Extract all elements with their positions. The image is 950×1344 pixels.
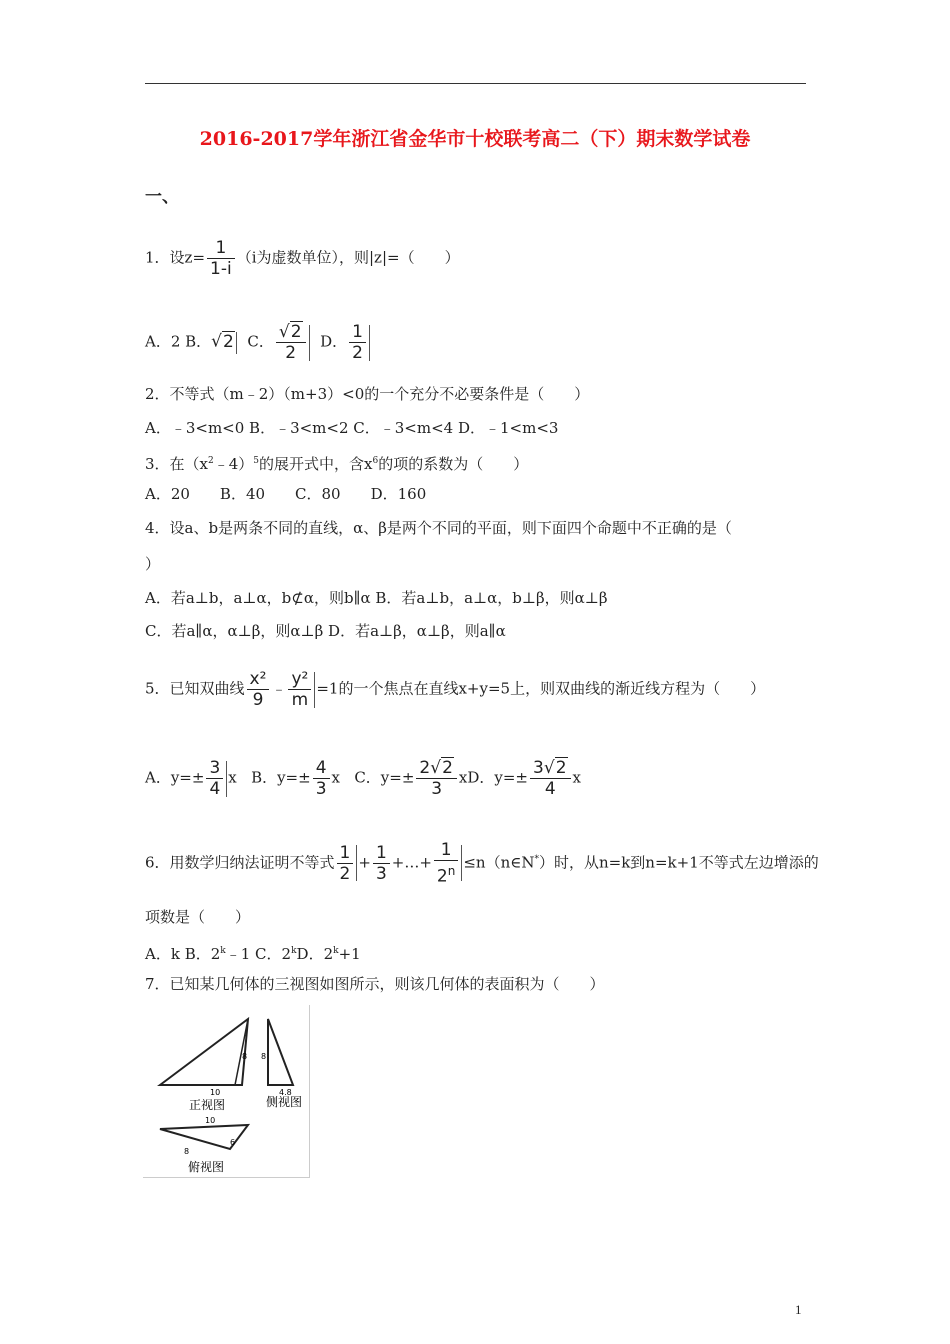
top-c-label: 6 bbox=[230, 1138, 236, 1147]
side-height-label: 8 bbox=[261, 1052, 267, 1061]
three-view-diagram bbox=[143, 1005, 309, 1177]
top-b-label: 8 bbox=[184, 1147, 190, 1156]
question-5-options: A．y=± $\frac{3}{4}$ x B．y=± $\frac{4}{3}$ x C．y=± $\frac{2√2}{3}$ xD．y=± $\frac{3√2}{4}$ x bbox=[145, 758, 581, 799]
question-1 bbox=[145, 238, 460, 279]
q1-stem-start: 1．设z= bbox=[145, 248, 206, 267]
side-view-triangle bbox=[268, 1019, 293, 1085]
question-4: 4．设a、b是两条不同的直线，α、β是两个不同的平面，则下面四个命题中不正确的是（ bbox=[145, 519, 732, 537]
front-view-triangle bbox=[160, 1019, 248, 1085]
question-6: 6．用数学归纳法证明不等式 $\frac{1}{2}$ + $\frac{1}{3}$ +…+ $\frac{1}{2^n}$ ≤n（n∈N*）时，从n=k到n=k+1不等式左边增添的 bbox=[145, 840, 819, 887]
question-4-close: ） bbox=[145, 555, 161, 573]
q1-option-d-fraction: $\frac{1}{2}$ bbox=[349, 322, 366, 363]
page-number: 1 bbox=[795, 1302, 802, 1317]
top-view-label: 俯视图 bbox=[188, 1160, 225, 1174]
question-3-options: A．20 B．40 C．80 D．160 bbox=[145, 485, 427, 503]
question-2: 2．不等式（m﹣2）（m+3）<0的一个充分不必要条件是（ ） bbox=[145, 385, 590, 403]
question-4-options-ab: A．若a⊥b，a⊥α，b⊄α，则b∥α B．若a⊥b，a⊥α，b⊥β，则α⊥β bbox=[145, 589, 608, 607]
question-6-options: A．k B．2$^k$﹣1 C．2$^k$D．$2^k+1$ bbox=[145, 945, 361, 963]
sqrt-2: √2 bbox=[211, 331, 234, 352]
q1-fraction: $\frac{1}{1-i}$ bbox=[207, 238, 235, 279]
question-3: 3．在$(x^2﹣4)^5$的展开式中，含$x^6$的项的系数为（ ） bbox=[145, 455, 529, 473]
header-rule bbox=[145, 83, 806, 84]
front-height-label: 8 bbox=[242, 1052, 248, 1061]
page-title: 2016-2017学年浙江省金华市十校联考高二（下）期末数学试卷 bbox=[199, 128, 751, 150]
three-view-figure bbox=[143, 1005, 310, 1178]
front-view-label: 正视图 bbox=[189, 1098, 226, 1112]
question-2-options: A．﹣3<m<0 B．﹣3<m<2 C．﹣3<m<4 D．﹣1<m<3 bbox=[145, 419, 559, 437]
front-base-label: 10 bbox=[210, 1088, 221, 1097]
question-7: 7．已知某几何体的三视图如图所示，则该几何体的表面积为（ ） bbox=[145, 975, 605, 993]
question-6-line2: 项数是（ ） bbox=[145, 908, 251, 926]
side-view-label: 侧视图 bbox=[266, 1095, 303, 1109]
question-5: 5．已知双曲线 $\frac{\text{x²}}{9}$ ﹣ $\frac{\text{y²}}{m}$ =1的一个焦点在直线x+y=5上，则双曲线的渐近线方程为（ ） bbox=[145, 669, 766, 710]
side-base-label: 4.8 bbox=[279, 1088, 292, 1097]
q1-option-c-fraction: $\frac{√2}{2}$ bbox=[276, 322, 306, 363]
q5-fraction-x: $\frac{\text{x²}}{9}$ bbox=[247, 669, 270, 710]
q1-stem-end: （i为虚数单位），则|z|=（ ） bbox=[236, 248, 460, 267]
q5-fraction-y: $\frac{\text{y²}}{m}$ bbox=[288, 669, 311, 710]
question-1-options: A．2 B．√2 C． $\frac{√2}{2}$ D． $\frac{1}{2}$ bbox=[145, 322, 371, 363]
question-4-options-cd: C．若a∥α，α⊥β，则α⊥β D．若a⊥β，α⊥β，则a∥α bbox=[145, 622, 506, 640]
top-a-label: 10 bbox=[205, 1116, 216, 1125]
section-heading: 一、 bbox=[145, 187, 179, 207]
